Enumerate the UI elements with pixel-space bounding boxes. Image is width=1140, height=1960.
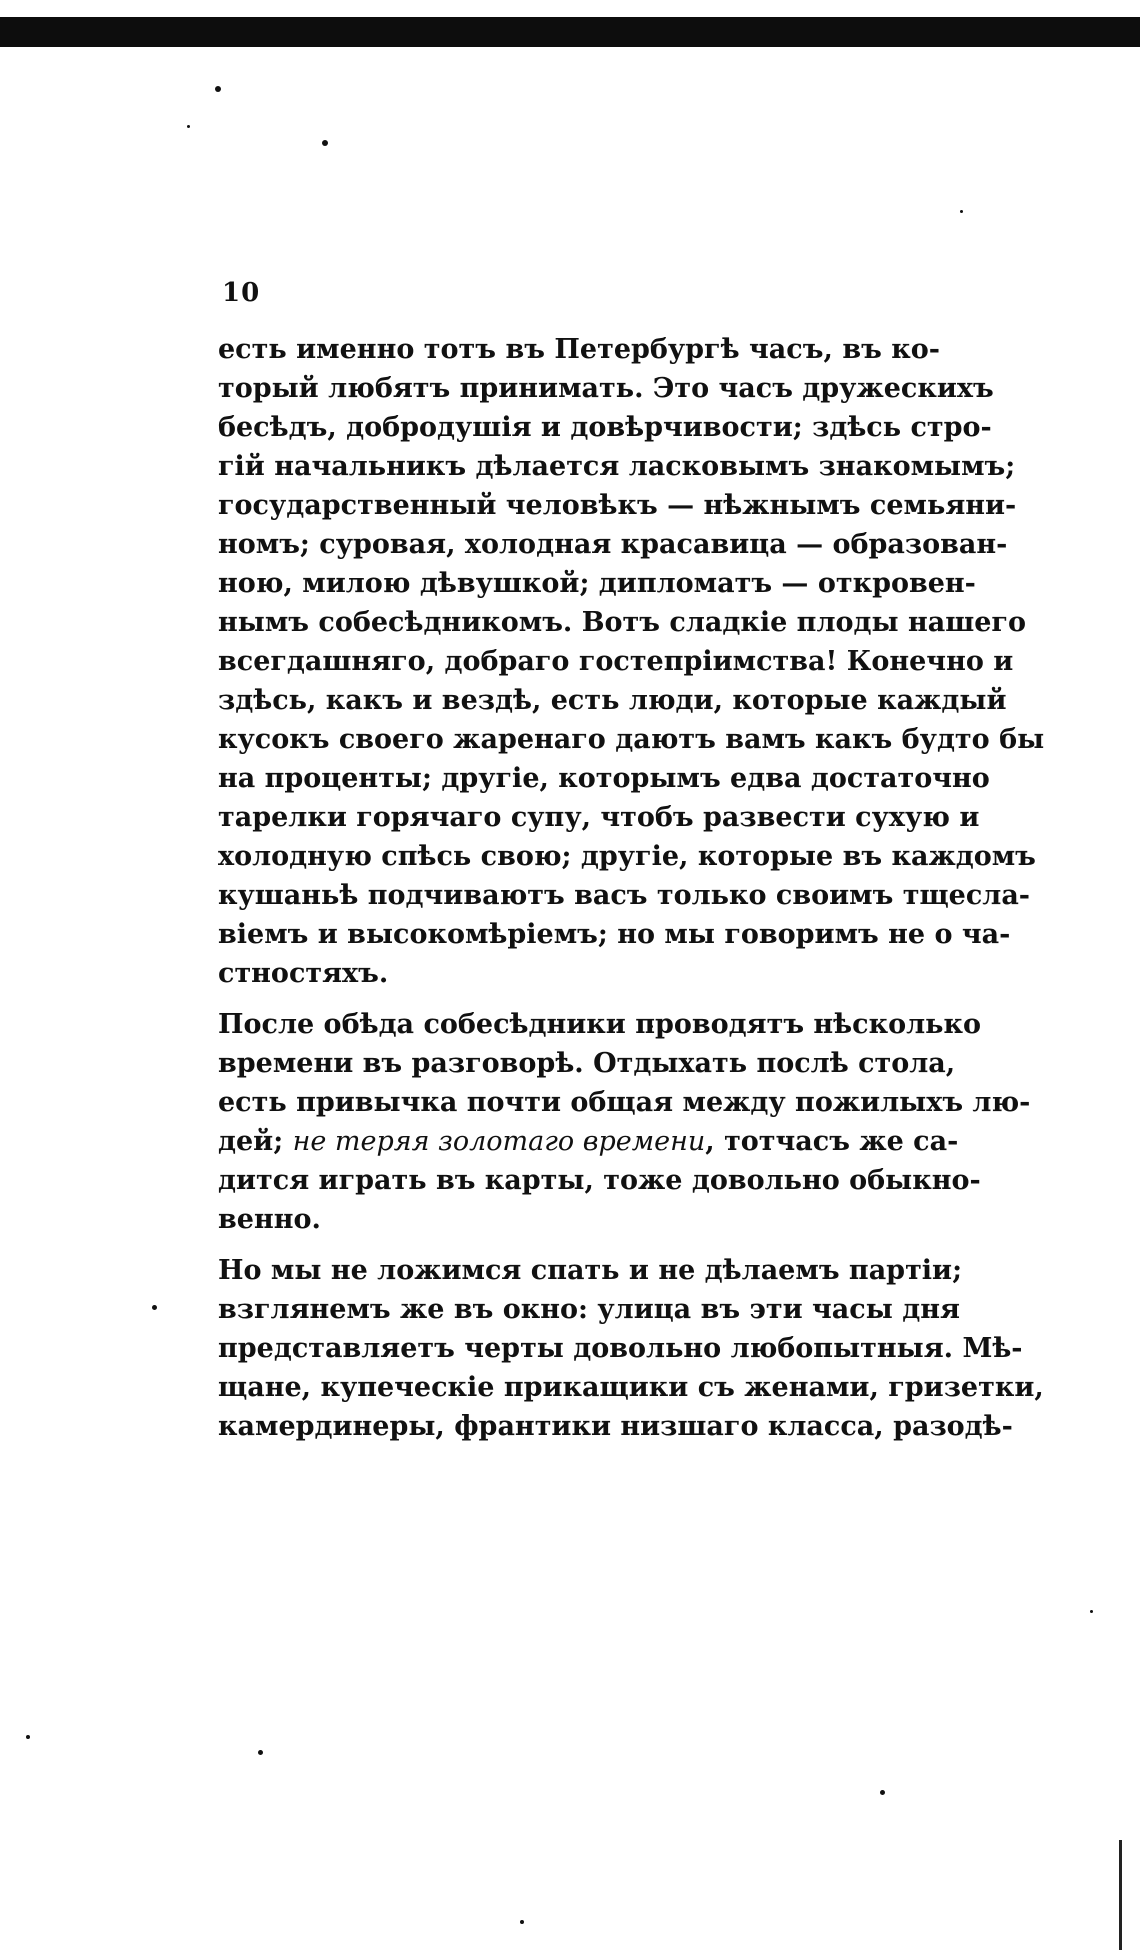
text-line: гій начальникъ дѣлается ласковымъ знакомымъ;: [218, 451, 1016, 482]
scan-speck: [26, 1735, 30, 1739]
text-line: взглянемъ же въ окно: улица въ эти часы дня: [218, 1294, 960, 1325]
text-line: камердинеры, франтики низшаго класса, разодѣ-: [218, 1411, 1013, 1442]
scan-speck: [187, 125, 190, 128]
text-line: бесѣдъ, добродушія и довѣрчивости; здѣсь стро-: [218, 412, 992, 443]
paragraph-3: [218, 1251, 1044, 1446]
scan-speck: [152, 1305, 157, 1310]
text-line: времени въ разговорѣ. Отдыхать послѣ стола,: [218, 1048, 956, 1079]
text-line: государственный человѣкъ — нѣжнымъ семьяни-: [218, 490, 1017, 521]
scan-speck: [258, 1750, 263, 1755]
text-line: венно.: [218, 1204, 321, 1235]
text-line: кусокъ своего жаренаго даютъ вамъ какъ будто бы: [218, 724, 1045, 755]
text-line: ною, милою дѣвушкой; дипломатъ — откровен-: [218, 568, 976, 599]
text-line: віемъ и высокомѣріемъ; но мы говоримъ не о ча-: [218, 919, 1011, 950]
text-line: представляетъ черты довольно любопытныя. Мѣ-: [218, 1333, 1023, 1364]
text-line: холодную спѣсь свою; другіе, которые въ каждомъ: [218, 841, 1036, 872]
text-line: номъ; суровая, холодная красавица — образован-: [218, 529, 1008, 560]
paragraph-2: [218, 1005, 1031, 1239]
text-line: торый любятъ принимать. Это часъ дружескихъ: [218, 373, 994, 404]
text-line: есть именно тотъ въ Петербургѣ часъ, въ ко-: [218, 334, 940, 365]
scan-speck: [215, 86, 221, 92]
text-line: дится играть въ карты, тоже довольно обыкно-: [218, 1165, 981, 1196]
text-line: кушаньѣ подчиваютъ васъ только своимъ тщесла-: [218, 880, 1031, 911]
text-line: нымъ собесѣдникомъ. Вотъ сладкіе плоды нашего: [218, 607, 1026, 638]
page-number: 10: [222, 278, 261, 308]
scan-speck: [520, 1920, 524, 1924]
scan-speck: [960, 210, 963, 213]
italic-phrase: не теряя золотаго времени: [292, 1126, 706, 1157]
text-line: здѣсь, какъ и вездѣ, есть люди, которые каждый: [218, 685, 1007, 716]
text-line-with-italic: дей; не теряя золотаго времени, тотчасъ же са-: [218, 1126, 959, 1157]
text-body: [218, 330, 1045, 1458]
text-line: щане, купеческіе прикащики съ женами, гризетки,: [218, 1372, 1044, 1403]
text-line: есть привычка почти общая между пожилыхъ лю-: [218, 1087, 1031, 1118]
text-line: на проценты; другіе, которымъ едва достаточно: [218, 763, 990, 794]
text-line: Но мы не ложимся спать и не дѣлаемъ партіи;: [218, 1255, 963, 1286]
scan-edge-line: [1119, 1840, 1122, 1950]
text-line: После обѣда собесѣдники проводятъ нѣсколько: [218, 1009, 981, 1040]
text-line: всегдашняго, добраго гостепріимства! Конечно и: [218, 646, 1014, 677]
text-line: тарелки горячаго супу, чтобъ развести сухую и: [218, 802, 980, 833]
text-line: стностяхъ.: [218, 958, 389, 989]
scan-top-border: [0, 17, 1140, 47]
scan-speck: [880, 1790, 885, 1795]
scan-speck: [322, 140, 328, 146]
paragraph-1: [218, 330, 1045, 993]
scan-speck: [1090, 1610, 1093, 1613]
